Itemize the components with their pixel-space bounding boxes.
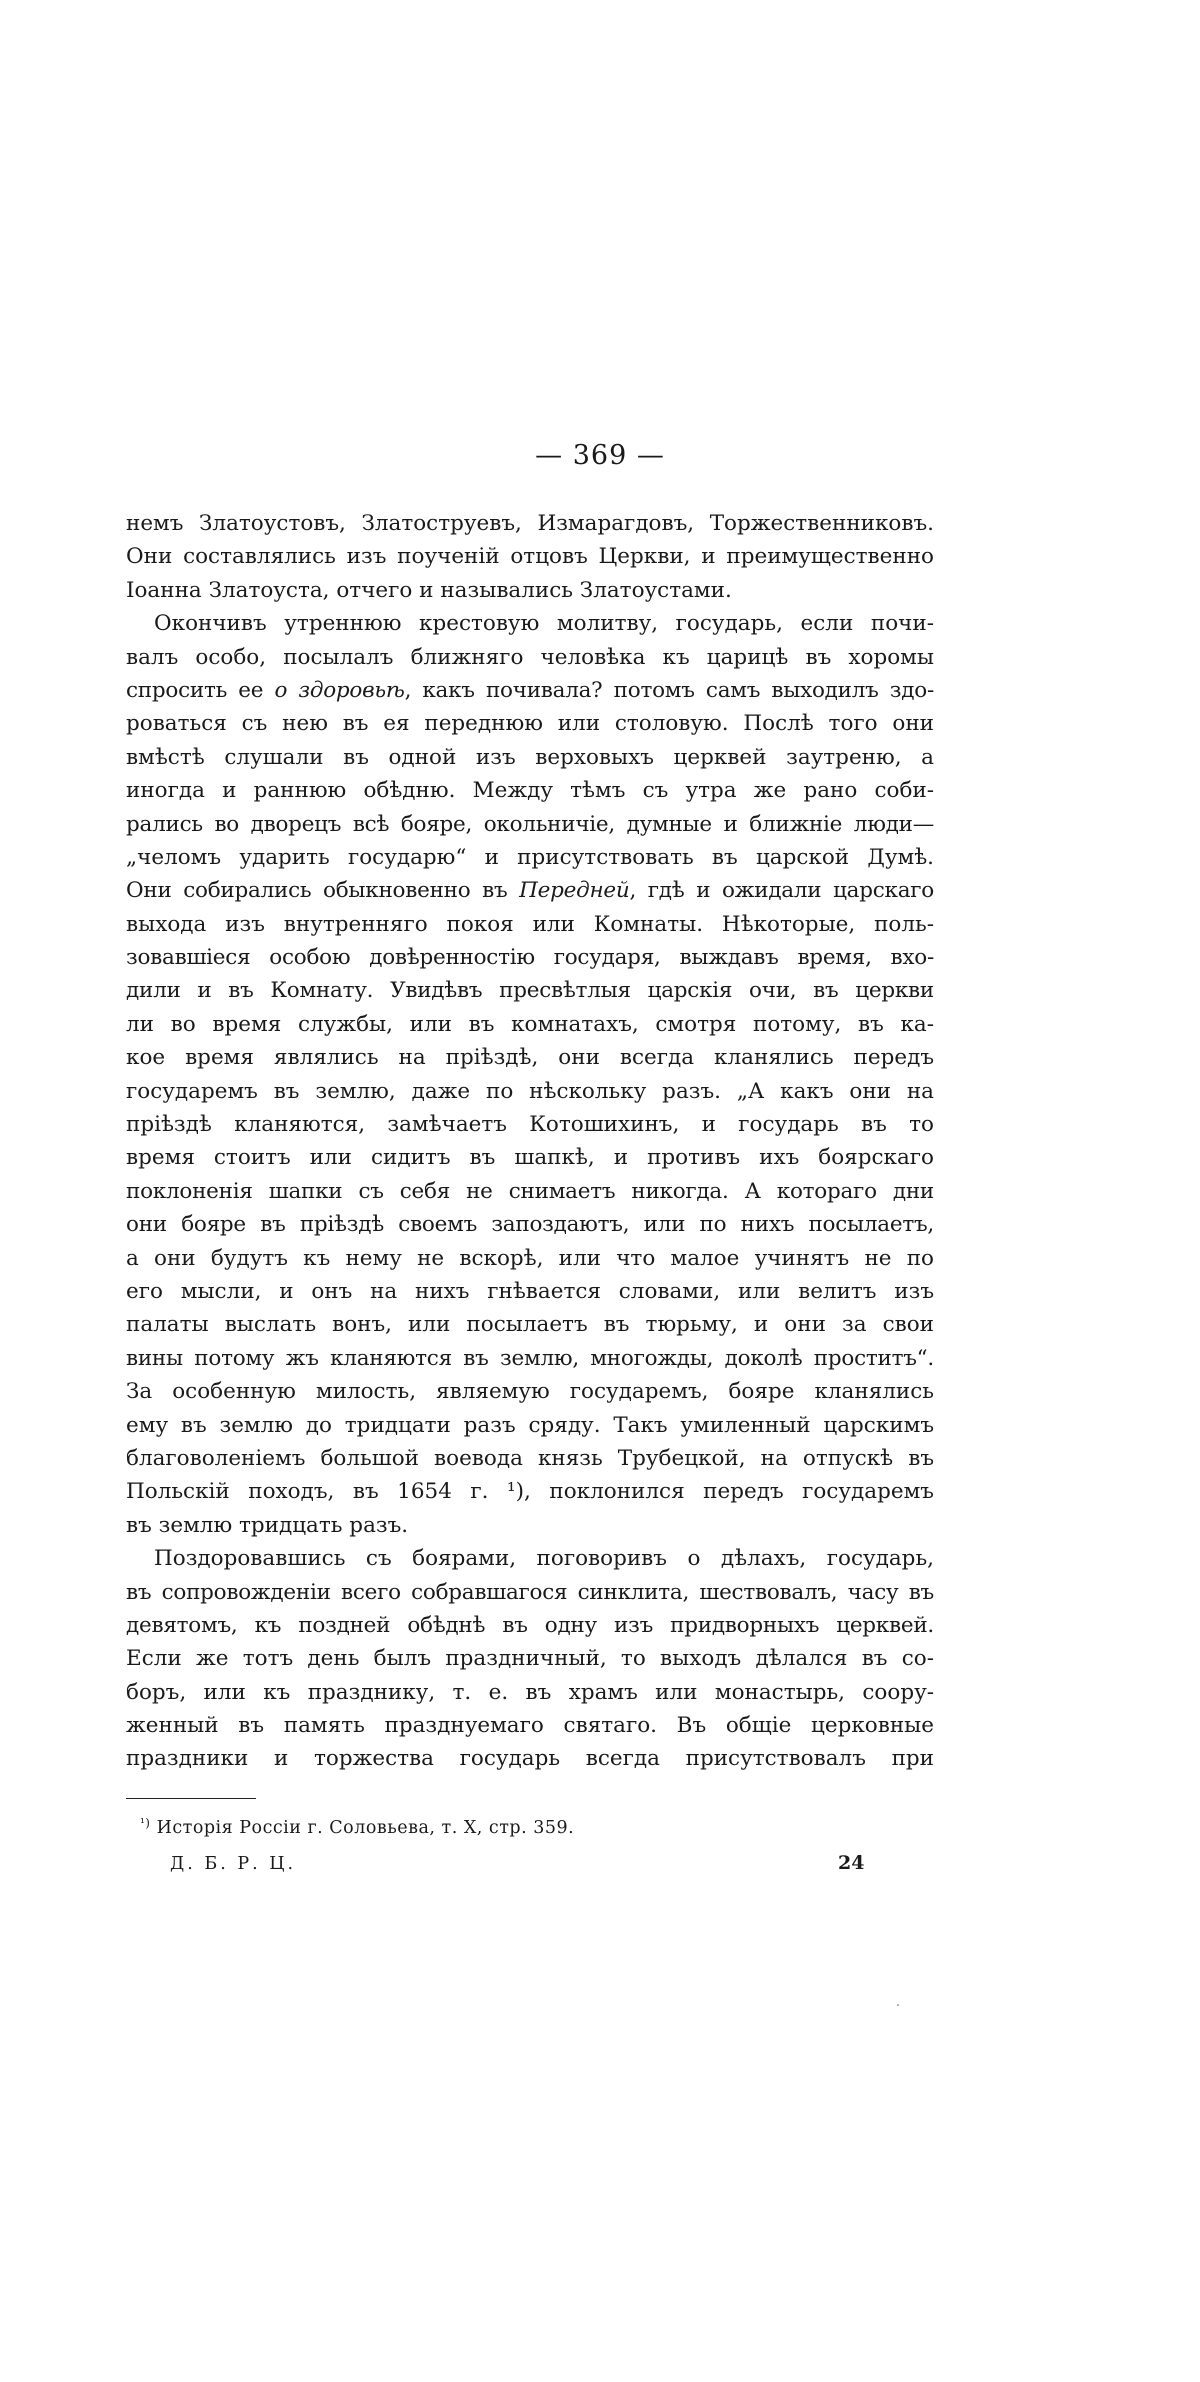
text-line: немъ Златоустовъ, Златоструевъ, Измарагдовъ, Торжественниковъ.	[126, 507, 934, 540]
footnote-marker: ¹)	[140, 1816, 151, 1830]
text-line: роваться съ нею въ ея переднюю или столовую. Послѣ того они	[126, 707, 934, 740]
text-line: зовавшіеся особою довѣренностію государя, выждавъ время, вхо-	[126, 941, 934, 974]
text-line: дили и въ Комнату. Увидѣвъ пресвѣтлыя царскія очи, въ церкви	[126, 974, 934, 1007]
book-page	[0, 0, 1200, 2382]
text-line: они бояре въ пріѣздѣ своемъ запоздаютъ, или по нихъ посылаетъ,	[126, 1208, 934, 1241]
italic-fragment: Передней	[519, 878, 629, 903]
text-line: боръ, или къ празднику, т. е. въ храмъ или монастырь, соору-	[126, 1676, 934, 1709]
text-line: кое время являлись на пріѣздѣ, они всегда кланялись передъ	[126, 1041, 934, 1074]
scan-speck	[897, 2004, 899, 2006]
text-line: Они составлялись изъ поученій отцовъ Церкви, и преимущественно	[126, 540, 934, 573]
text-line: иногда и раннюю обѣдню. Между тѣмъ съ утра же рано соби-	[126, 774, 934, 807]
text-line: поклоненія шапки съ себя не снимаетъ никогда. А котораго дни	[126, 1175, 934, 1208]
text-line: ли во время службы, или въ комнатахъ, смотря потому, въ ка-	[126, 1008, 934, 1041]
main-text	[126, 507, 934, 1776]
sheet-number: 24	[838, 1852, 864, 1874]
text-line: За особенную милость, являемую государемъ, бояре кланялись	[126, 1375, 934, 1408]
text-line: Польскій походъ, въ 1654 г. ¹), поклонился передъ государемъ	[126, 1475, 934, 1508]
footnote	[140, 1816, 574, 1838]
text-fragment: , гдѣ и ожидали царскаго	[629, 878, 934, 903]
text-line: Если же тотъ день былъ праздничный, то выходъ дѣлался въ со-	[126, 1642, 934, 1675]
text-line: девятомъ, къ поздней обѣднѣ въ одну изъ придворныхъ церквей.	[126, 1609, 934, 1642]
text-line: его мысли, и онъ на нихъ гнѣвается словами, или велитъ изъ	[126, 1275, 934, 1308]
text-line: женный въ память празднуемаго святаго. Въ общіе церковные	[126, 1709, 934, 1742]
text-fragment: спросить ее	[126, 678, 274, 703]
text-line: выхода изъ внутренняго покоя или Комнаты. Нѣкоторые, поль-	[126, 908, 934, 941]
text-line: государемъ въ землю, даже по нѣскольку разъ. „А какъ они на	[126, 1075, 934, 1108]
text-line: Іоанна Златоуста, отчего и назывались Златоустами.	[126, 574, 934, 607]
paragraph-start-line: Окончивъ утреннюю крестовую молитву, государь, если почи-	[126, 607, 934, 640]
text-line: въ сопровожденіи всего собравшагося синклита, шествовалъ, часу въ	[126, 1576, 934, 1609]
text-line: ему въ землю до тридцати разъ сряду. Такъ умиленный царскимъ	[126, 1409, 934, 1442]
text-line: вины потому жъ кланяются въ землю, многожды, доколѣ проститъ“.	[126, 1342, 934, 1375]
text-fragment: Они собирались обыкновенно въ	[126, 878, 519, 903]
text-line: вмѣстѣ слушали въ одной изъ верховыхъ церквей заутреню, а	[126, 741, 934, 774]
text-line: валъ особо, посылалъ ближняго человѣка къ царицѣ въ хоромы	[126, 641, 934, 674]
text-line: а они будутъ къ нему не вскорѣ, или что малое учинятъ не по	[126, 1242, 934, 1275]
text-line: пріѣздѣ кланяются, замѣчаетъ Котошихинъ, и государь въ то	[126, 1108, 934, 1141]
page-number: — 369 —	[0, 440, 1200, 471]
text-line	[126, 674, 934, 707]
text-line: палаты выслать вонъ, или посылаетъ въ тюрьму, и они за свои	[126, 1308, 934, 1341]
text-line: „челомъ ударить государю“ и присутствовать въ царской Думѣ.	[126, 841, 934, 874]
text-line: благоволеніемъ большой воевода князь Трубецкой, на отпускѣ въ	[126, 1442, 934, 1475]
italic-fragment: о здоровьѣ	[274, 678, 404, 703]
footnote-divider	[126, 1798, 256, 1799]
text-line: праздники и торжества государь всегда присутствовалъ при	[126, 1742, 934, 1775]
printer-signature-mark: Д. Б. Р. Ц.	[170, 1854, 296, 1874]
paragraph-start-line: Поздоровавшись съ боярами, поговоривъ о дѣлахъ, государь,	[126, 1542, 934, 1575]
text-line: время стоитъ или сидитъ въ шапкѣ, и противъ ихъ боярскаго	[126, 1141, 934, 1174]
text-line	[126, 874, 934, 907]
text-line: рались во дворецъ всѣ бояре, окольничіе, думные и ближніе люди—	[126, 808, 934, 841]
footnote-text: Исторія Россіи г. Соловьева, т. X, стр. 359.	[157, 1818, 575, 1838]
text-fragment: , какъ почивала? потомъ самъ выходилъ здо-	[405, 678, 934, 703]
text-line: въ землю тридцать разъ.	[126, 1509, 934, 1542]
